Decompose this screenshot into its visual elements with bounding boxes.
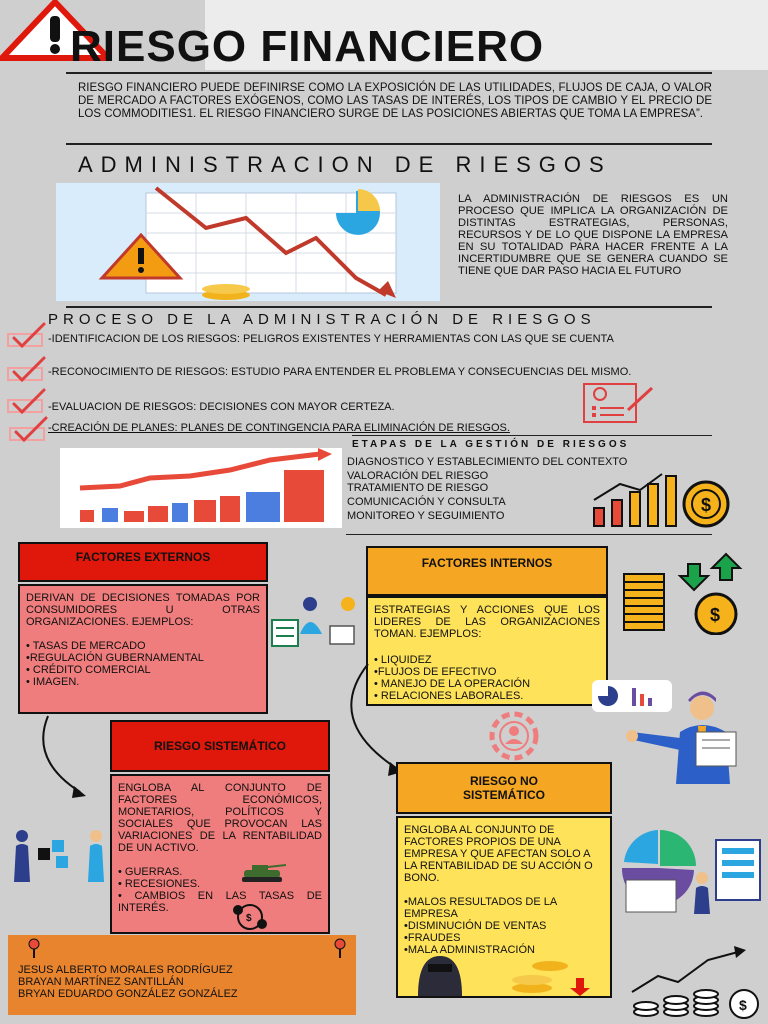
authors-list (18, 964, 238, 1000)
externos-item: •REGULACIÓN GUBERNAMENTAL (26, 652, 204, 664)
sistematico-item: • RECESIONES. (118, 878, 201, 890)
internos-title: FACTORES INTERNOS (366, 546, 608, 596)
no-sistematico-item: •MALOS RESULTADOS DE LA EMPRESA (404, 896, 557, 920)
proceso-item: -IDENTIFICACION DE LOS RIESGOS: PELIGROS EXISTENTES Y HERRAMIENTAS CON LAS QUE SE CUENTA (48, 333, 614, 345)
no-sistematico-item: •DISMINUCIÓN DE VENTAS (404, 920, 547, 932)
growth-chart-illustration (60, 448, 342, 528)
no-sistematico-title: RIESGO NO SISTEMÁTICO (396, 762, 612, 814)
money-growth-sketch-icon (628, 942, 766, 1022)
proceso-title: PROCESO DE LA ADMINISTRACIÓN DE RIESGOS (48, 311, 596, 328)
no-sistematico-item: •MALA ADMINISTRACIÓN (404, 944, 535, 956)
sistematico-item: • CAMBIOS EN LAS TASAS DE INTERÉS. (118, 890, 322, 914)
pins-icon (26, 938, 346, 958)
svg-text:$: $ (246, 913, 252, 924)
svg-text:$: $ (701, 495, 712, 515)
tank-icon (238, 862, 288, 884)
checkmark-icons (4, 322, 50, 447)
externos-item: • TASAS DE MERCADO (26, 640, 146, 652)
svg-text:$: $ (739, 997, 747, 1013)
divider (352, 435, 712, 436)
proceso-item: -RECONOCIMIENTO DE RIESGOS: ESTUDIO PARA ENTENDER EL PROBLEMA Y CONSECUENCIAS DEL MISMO. (48, 366, 632, 378)
no-sistematico-intro: ENGLOBA AL CONJUNTO DE FACTORES PROPIOS DE UNA EMPRESA Y QUE AFECTAN SOLO A LA RENTABILIDAD DE SU ACCIÓN O BONO. (404, 824, 593, 884)
externos-item: • CRÉDITO COMERCIAL (26, 664, 151, 676)
arrow-icon (30, 710, 110, 800)
declining-chart-illustration (56, 183, 440, 301)
proceso-item: -EVALUACION DE RIESGOS: DECISIONES CON MAYOR CERTEZA. (48, 401, 395, 413)
fraud-hacker-illustration (400, 948, 600, 996)
author-name: BRAYAN MARTÍNEZ SANTILLÁN (18, 976, 184, 988)
internos-item: • RELACIONES LABORALES. (374, 690, 524, 702)
team-puzzle-illustration (4, 826, 112, 884)
etapa-item: COMUNICACIÓN Y CONSULTA (347, 496, 506, 508)
externos-box (18, 584, 268, 714)
externos-title: FACTORES EXTERNOS (18, 542, 268, 582)
internos-intro: ESTRATEGIAS Y ACCIONES QUE LOS LIDERES DE LAS ORGANIZACIONES TOMAN. EJEMPLOS: (374, 604, 600, 640)
sistematico-item: • GUERRAS. (118, 866, 183, 878)
proceso-item: -CREACIÓN DE PLANES: PLANES DE CONTINGENCIA PARA ELIMINACIÓN DE RIESGOS. (48, 422, 510, 434)
etapa-item: VALORACIÓN DEL RIESGO (347, 470, 489, 482)
analytics-illustration (620, 826, 766, 914)
divider (346, 534, 712, 535)
no-sistematico-item: •FRAUDES (404, 932, 461, 944)
externos-intro: DERIVAN DE DECISIONES TOMADAS POR CONSUMIDORES U OTRAS ORGANIZACIONES. EJEMPLOS: (26, 592, 260, 628)
etapa-item: TRATAMIENTO DE RIESGO (347, 482, 489, 494)
etapa-item: MONITOREO Y SEGUIMIENTO (347, 510, 505, 522)
intro-text: RIESGO FINANCIERO PUEDE DEFINIRSE COMO LA EXPOSICIÓN DE LAS UTILIDADES, FLUJOS DE CAJA, O VALOR DE MERCADO A FACTORES EXÓGENOS, COMO LAS TASAS DE INTERÉS, LOS TIPOS DE CAMBIO Y EL PRECIO DE LOS COMMODITIES1. EL RIESGO FINANCIERO SURGE DE LAS POSICIONES ABIERTAS QUE TOMA LA EMPRESA”. (78, 82, 712, 120)
divider (66, 306, 712, 308)
admin-text: LA ADMINISTRACIÓN DE RIESGOS ES UN PROCESO QUE IMPLICA LA ORGANIZACIÓN DE DISTINTAS ESTRATEGIAS, PERSONAS, RECURSOS Y DE LO QUE DISPONE LA EMPRESA EN SU TOTALIDAD PARA HACER FRENTE A LA INCERTIDUMBRE QUE SE GENERA CUANDO SE TIENE QUE DAR PASO HACIA EL FUTURO (458, 193, 728, 277)
divider (66, 143, 712, 145)
sistematico-box (110, 774, 330, 934)
internos-item: •FLUJOS DE EFECTIVO (374, 666, 497, 678)
internos-item: • MANEJO DE LA OPERACIÓN (374, 678, 531, 690)
gear-person-icon (470, 708, 558, 764)
author-name: BRYAN EDUARDO GONZÁLEZ GONZÁLEZ (18, 988, 238, 1000)
externos-item: • IMAGEN. (26, 676, 80, 688)
sistematico-intro: ENGLOBA AL CONJUNTO DE FACTORES ECONÓMICOS, MONETARIOS, POLÍTICOS Y SOCIALES QUE PROVOCAN LAS VARIACIONES DE LA RENTABILIDAD DE UN ACTIVO. (118, 782, 322, 854)
person-finance-illustration (270, 594, 362, 648)
coin-stack-arrows-icon (614, 550, 754, 635)
internos-item: • LIQUIDEZ (374, 654, 432, 666)
businessman-illustration (622, 688, 762, 784)
page-title: RIESGO FINANCIERO (70, 22, 545, 71)
etapas-title: ETAPAS DE LA GESTIÓN DE RIESGOS (352, 439, 630, 450)
etapa-item: DIAGNOSTICO Y ESTABLECIMIENTO DEL CONTEXTO (347, 456, 628, 468)
admin-title: ADMINISTRACION DE RIESGOS (78, 152, 612, 177)
currency-exchange-icon (230, 902, 270, 932)
risk-document-icon (578, 380, 656, 424)
coin-growth-icon (590, 470, 740, 528)
divider (66, 72, 712, 74)
author-name: JESUS ALBERTO MORALES RODRÍGUEZ (18, 964, 233, 976)
sistematico-title: RIESGO SISTEMÁTICO (110, 720, 330, 772)
svg-text:$: $ (710, 605, 721, 625)
